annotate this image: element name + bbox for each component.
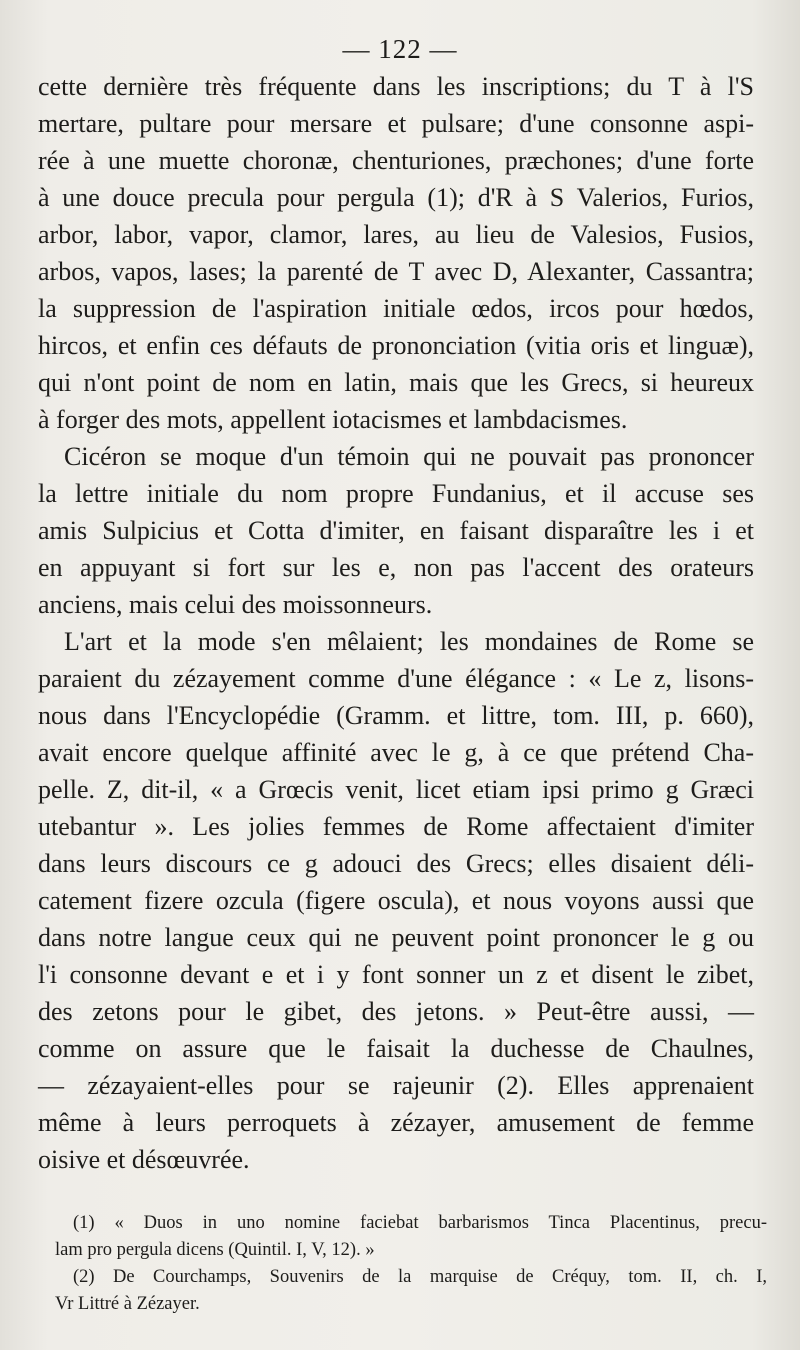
footnote-line: lam pro pergula dicens (Quintil. I, V, 12). » — [55, 1240, 375, 1260]
text-line: rée à une muette choronæ, chenturiones, præchones; d'une forte — [38, 146, 754, 175]
text-line: même à leurs perroquets à zézayer, amusement de femme — [38, 1108, 754, 1137]
text-line: oisive et désœuvrée. — [38, 1145, 250, 1174]
text-line: nous dans l'Encyclopédie (Gramm. et littre, tom. III, p. 660), — [38, 701, 754, 730]
text-line: anciens, mais celui des moissonneurs. — [38, 590, 433, 619]
text-line: à une douce precula pour pergula (1); d'R à S Valerios, Furios, — [38, 183, 754, 212]
footnote-line: Vr Littré à Zézayer. — [55, 1294, 200, 1314]
text-line: arbos, vapos, lases; la parenté de T avec D, Alexanter, Cassantra; — [38, 257, 754, 286]
text-line: en appuyant si fort sur les e, non pas l'accent des orateurs — [38, 553, 754, 582]
text-line: pelle. Z, dit-il, « a Grœcis venit, licet etiam ipsi primo g Græci — [38, 775, 754, 804]
text-line: — zézayaient-elles pour se rajeunir (2). Elles apprenaient — [38, 1071, 754, 1100]
text-line: utebantur ». Les jolies femmes de Rome affectaient d'imiter — [38, 812, 754, 841]
text-line: comme on assure que le faisait la duchesse de Chaulnes, — [38, 1034, 754, 1063]
text-line: cette dernière très fréquente dans les inscriptions; du T à l'S — [38, 72, 754, 101]
text-line: l'i consonne devant e et i y font sonner un z et disent le zibet, — [38, 960, 754, 989]
body-text — [38, 68, 754, 1178]
text-line: qui n'ont point de nom en latin, mais que les Grecs, si heureux — [38, 368, 754, 397]
page-number: — 122 — — [342, 34, 458, 64]
footnotes — [55, 1210, 767, 1318]
text-line: catement fizere ozcula (figere oscula), et nous voyons aussi que — [38, 886, 754, 915]
text-line: hircos, et enfin ces défauts de prononciation (vitia oris et linguæ), — [38, 331, 754, 360]
text-line: mertare, pultare pour mersare et pulsare; d'une consonne aspi- — [38, 109, 754, 138]
text-line: L'art et la mode s'en mêlaient; les mondaines de Rome se — [64, 627, 754, 656]
footnote-line: (2) De Courchamps, Souvenirs de la marquise de Créquy, tom. II, ch. I, — [73, 1267, 767, 1287]
text-line: la lettre initiale du nom propre Fundanius, et il accuse ses — [38, 479, 754, 508]
text-line: des zetons pour le gibet, des jetons. » Peut-être aussi, — — [38, 997, 754, 1026]
text-line: dans notre langue ceux qui ne peuvent point prononcer le g ou — [38, 923, 754, 952]
text-line: dans leurs discours ce g adouci des Grecs; elles disaient déli- — [38, 849, 754, 878]
footnote-line: (1) « Duos in uno nomine faciebat barbarismos Tinca Placentinus, precu- — [73, 1213, 767, 1233]
text-line: Cicéron se moque d'un témoin qui ne pouvait pas prononcer — [64, 442, 754, 471]
text-line: la suppression de l'aspiration initiale œdos, ircos pour hœdos, — [38, 294, 754, 323]
text-line: avait encore quelque affinité avec le g, à ce que prétend Cha- — [38, 738, 754, 767]
text-line: arbor, labor, vapor, clamor, lares, au lieu de Valesios, Fusios, — [38, 220, 754, 249]
text-line: paraient du zézayement comme d'une élégance : « Le z, lisons- — [38, 664, 754, 693]
text-line: à forger des mots, appellent iotacismes et lambdacismes. — [38, 405, 628, 434]
text-line: amis Sulpicius et Cotta d'imiter, en faisant disparaître les i et — [38, 516, 754, 545]
